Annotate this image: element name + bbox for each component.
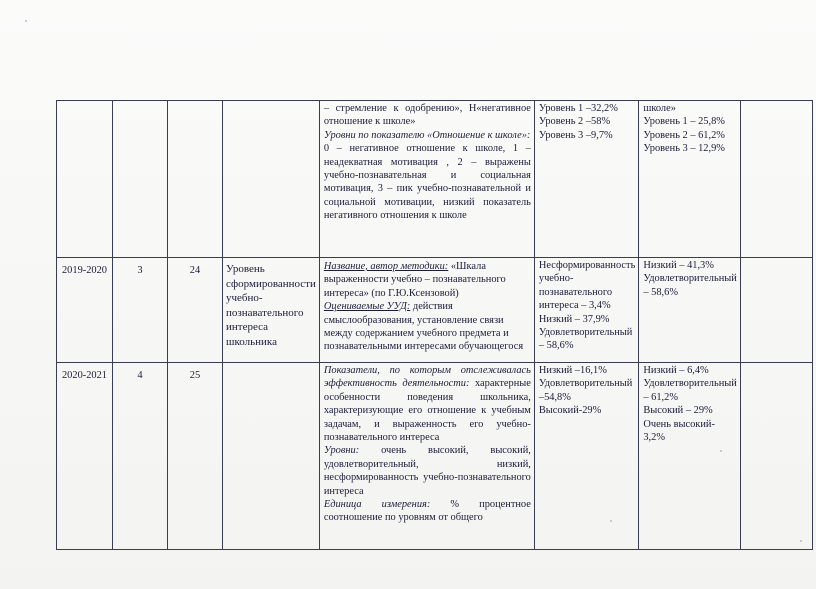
result-line: школе» (643, 103, 676, 114)
method-levels-heading: Уровни по показателю «Отношение к школе»: (323, 129, 531, 141)
method-cell (319, 363, 534, 550)
year-cell: 2020-2021 (57, 363, 113, 550)
result-first-cell (534, 363, 638, 550)
students-cell: 25 (168, 363, 223, 550)
result-line: Уровень 3 –9,7% (538, 129, 613, 141)
method-text-line: – стремление к одобрению», Н«негативное отношение к школе» (323, 103, 531, 128)
criterion-cell (223, 363, 320, 550)
result-second-cell (639, 101, 740, 258)
class-cell: 4 (113, 363, 168, 550)
result-first-cell (534, 101, 638, 258)
scan-speck (720, 450, 722, 452)
method-uud-label: Оцениваемые УУД: (323, 301, 411, 313)
empty-cell (740, 101, 812, 258)
method-indicators-label: Показатели, по которым отслеживалась эффективность деятельности: (323, 365, 531, 390)
table-row (57, 101, 813, 258)
table-row (57, 363, 813, 550)
criterion-cell: Уровень сформированности учебно-познавательного интереса школьника (223, 258, 320, 363)
year-cell (57, 101, 113, 258)
method-levels-label: Уровни: (323, 445, 360, 457)
result-second-cell (639, 363, 740, 550)
result-line: Высокий – 29% (643, 405, 713, 417)
criterion-cell (223, 101, 320, 258)
result-line: Уровень 1 –32,2% (538, 103, 618, 114)
result-line: Уровень 2 – 61,2% (643, 129, 725, 141)
result-first-cell: Несформированность учебно-познавательного интереса – 3,4% Низкий – 37,9% Удовлетворительный – 58,6% (534, 258, 638, 363)
result-line: Уровень 3 – 12,9% (643, 143, 725, 155)
scan-speck (25, 20, 27, 22)
year-cell: 2019-2020 (57, 258, 113, 363)
result-line: Низкий –16,1% (538, 365, 607, 376)
result-line: Удовлетворительный – 61,2% (643, 378, 737, 403)
result-line: Очень высокий- 3,2% (643, 418, 715, 444)
result-line: Уровень 2 –58% (538, 116, 611, 128)
students-cell (168, 101, 223, 258)
scan-speck (800, 540, 802, 542)
method-title-label: Название, автор методики: (323, 261, 449, 272)
empty-cell (740, 363, 812, 550)
method-indicators-text: характерные особенности поведения школьника, характеризующие его отношение к учебным задачам, и выраженность его учебно-познавательного интереса (323, 378, 531, 444)
table-row (57, 258, 813, 363)
method-cell (319, 101, 534, 258)
method-title-text: «Шкала выраженности учебно – познавательного интереса» (по Г.Ю.Ксензовой) (323, 261, 506, 299)
class-cell (113, 101, 168, 258)
result-line: Уровень 1 – 25,8% (643, 116, 725, 128)
students-cell: 24 (168, 258, 223, 363)
method-unit-text: % процентное соотношение по уровням от общего (323, 499, 531, 524)
result-line: Удовлетворительный –54,8% (538, 378, 633, 403)
method-levels-text: 0 – негативное отношение к школе, 1 – неадекватная мотивация , 2 – выражены учебно-познавательная и социальная мотивация, 3 – пик учебно-познавательной и социальной мотивации, низкий показатель негативного отношения к школе (323, 143, 531, 222)
method-uud-text: действия смыслообразования, установление связи между содержанием учебного предмета и познавательными интересами обучающегося (323, 301, 524, 353)
results-table (56, 100, 813, 550)
method-unit-label: Единица измерения: (323, 499, 431, 511)
method-cell (319, 258, 534, 363)
empty-cell (740, 258, 812, 363)
scan-speck (610, 520, 612, 522)
method-levels-text: очень высокий, высокий, удовлетворительный, низкий, несформированность учебно-познавательного интереса (323, 445, 531, 497)
class-cell: 3 (113, 258, 168, 363)
result-line: Низкий – 6,4% (643, 365, 709, 376)
result-line: Высокий-29% (538, 405, 602, 417)
result-second-cell: Низкий – 41,3% Удовлетворительный – 58,6% (639, 258, 740, 363)
